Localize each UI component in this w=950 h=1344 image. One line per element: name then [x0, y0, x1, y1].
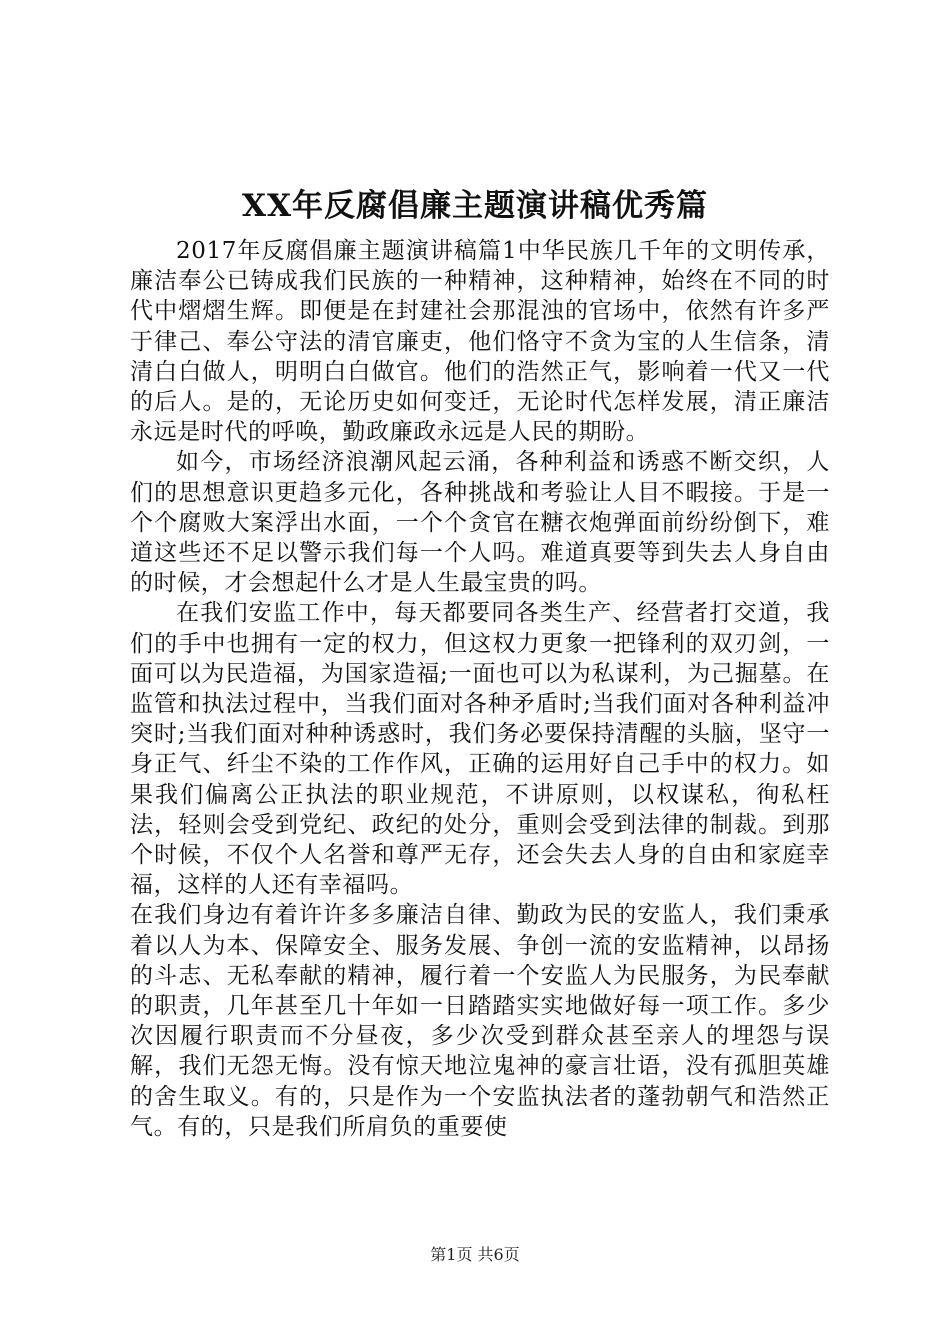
page-number-footer: 第1页 共6页: [430, 1245, 520, 1264]
paragraph-3: 在我们安监工作中，每天都要同各类生产、经营者打交道，我们的手中也拥有一定的权力，但这权力更象一把锋利的双刃剑，一面可以为民造福，为国家造福;一面也可以为私谋利，为己掘墓。在监管和执法过程中，当我们面对各种矛盾时;当我们面对各种利益冲突时;当我们面对种种诱惑时，我们务必要保持清醒的头脑，坚守一身正气、纤尘不染的工作作风，正确的运用好自己手中的权力。如果我们偏离公正执法的职业规范，不讲原则，以权谋私，徇私枉法，轻则会受到党纪、政纪的处分，重则会受到法律的制裁。到那个时候，不仅个人名誉和尊严无存，还会失去人身的自由和家庭幸福，这样的人还有幸福吗。: [130, 600, 830, 899]
paragraph-1: 2017年反腐倡廉主题演讲稿篇1中华民族几千年的文明传承，廉洁奉公已铸成我们民族的一种精神，这种精神，始终在不同的时代中熠熠生辉。即便是在封建社会那混浊的官场中，依然有许多严于律己、奉公守法的清官廉吏，他们恪守不贪为宝的人生信条，清清白白做人，明明白白做官。他们的浩然正气，影响着一代又一代的后人。是的，无论历史如何变迁，无论时代怎样发展，清正廉洁永远是时代的呼唤，勤政廉政永远是人民的期盼。: [130, 238, 830, 446]
document-title: XX年反腐倡廉主题演讲稿优秀篇: [241, 188, 709, 224]
document-body: [130, 236, 830, 1142]
paragraph-2: 如今，市场经济浪潮风起云涌，各种利益和诱惑不断交织，人们的思想意识更趋多元化，各种挑战和考验让人目不暇接。于是一个个腐败大案浮出水面，一个个贪官在糖衣炮弹面前纷纷倒下，难道这些还不足以警示我们每一个人吗。难道真要等到失去人身自由的时候，才会想起什么才是人生最宝贵的吗。: [130, 449, 830, 597]
paragraph-4: 在我们身边有着许许多多廉洁自律、勤政为民的安监人，我们秉承着以人为本、保障安全、服务发展、争创一流的安监精神，以昂扬的斗志、无私奉献的精神，履行着一个安监人为民服务，为民奉献的职责，几年甚至几十年如一日踏踏实实地做好每一项工作。多少次因履行职责而不分昼夜，多少次受到群众甚至亲人的埋怨与误解，我们无怨无悔。没有惊天地泣鬼神的豪言壮语，没有孤胆英雄的舍生取义。有的，只是作为一个安监执法者的蓬勃朝气和浩然正气。有的，只是我们所肩负的重要使: [130, 902, 830, 1140]
